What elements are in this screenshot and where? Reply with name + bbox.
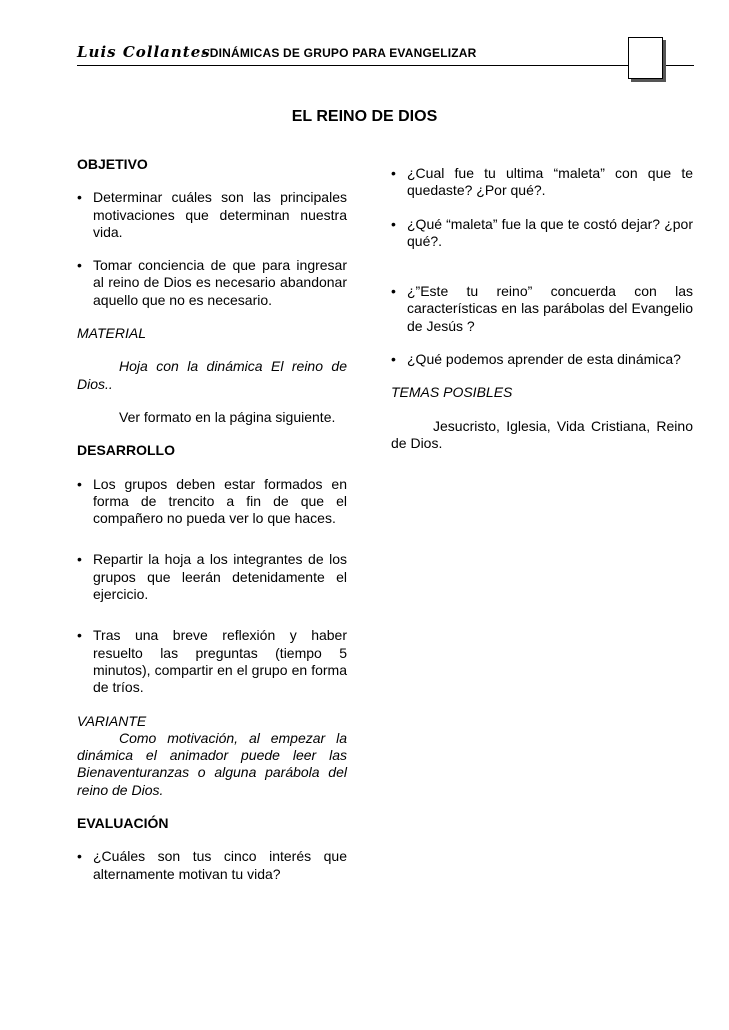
bullet-icon: •: [391, 351, 396, 368]
bullet-icon: •: [77, 627, 82, 644]
temas-paragraph: Jesucristo, Iglesia, Vida Cristiana, Reino de Dios.: [391, 417, 693, 451]
material-paragraph-2: Ver formato en la página siguiente.: [119, 408, 336, 425]
evaluacion-heading: EVALUACIÓN: [77, 815, 169, 832]
right-column: [391, 165, 693, 452]
material-paragraph-1: Hoja con la dinámica El reino de Dios..: [77, 358, 347, 392]
question-list: [391, 165, 693, 368]
bullet-icon: •: [77, 848, 82, 865]
bullet-icon: •: [391, 165, 396, 181]
material-heading: MATERIAL: [77, 325, 146, 342]
evaluacion-list: [77, 848, 347, 883]
list-item: • ¿Cual fue tu ultima “maleta” con que te quedaste? ¿Por qué?.: [391, 165, 693, 199]
bullet-icon: •: [391, 215, 396, 232]
list-item: • Los grupos deben estar formados en forma de trencito a fin de que el compañero no pueda ver lo que haces.: [77, 475, 347, 527]
list-item: • ¿Qué “maleta” fue la que te costó dejar? ¿por qué?.: [391, 215, 693, 249]
objetivo-list: [77, 189, 347, 309]
header-rule: [77, 65, 694, 66]
page-title: EL REINO DE DIOS: [291, 108, 438, 125]
bullet-icon: •: [77, 257, 82, 274]
document-series-title: - DINÁMICAS DE GRUPO PARA EVANGELIZAR: [202, 46, 477, 60]
left-column: [77, 156, 347, 883]
list-item: • ¿Cuáles son tus cinco interés que alternamente motivan tu vida?: [77, 848, 347, 882]
list-item: • ¿”Este tu reino” concuerda con las características en las parábolas del Evangelio de Jesús ?: [391, 283, 693, 334]
desarrollo-heading: DESARROLLO: [77, 442, 175, 459]
variante-heading: VARIANTE: [77, 712, 147, 729]
bullet-icon: •: [77, 551, 82, 568]
objetivo-heading: OBJETIVO: [77, 156, 148, 172]
variante-paragraph: Como motivación, al empezar la dinámica el animador puede leer las Bienaventuranzas o alguna parábola del reino de Dios.: [77, 729, 347, 798]
list-item: • Repartir la hoja a los integrantes de los grupos que leerán detenidamente el ejercicio.: [77, 551, 347, 603]
desarrollo-list: [77, 476, 347, 697]
list-item: • ¿Qué podemos aprender de esta dinámica?: [391, 351, 681, 368]
temas-heading: TEMAS POSIBLES: [391, 384, 513, 401]
bullet-icon: •: [77, 189, 82, 206]
list-item: • Tomar conciencia de que para ingresar al reino de Dios es necesario abandonar aquello que no es necesario.: [77, 257, 347, 308]
list-item: • Determinar cuáles son las principales motivaciones que determinan nuestra vida.: [77, 189, 347, 240]
bullet-icon: •: [77, 475, 82, 492]
list-item: • Tras una breve reflexión y haber resuelto las preguntas (tiempo 5 minutos), compartir en el grupo en forma de tríos.: [77, 627, 347, 696]
author-name: Luis Collantes: [77, 43, 211, 61]
header-page-box: [628, 37, 663, 79]
bullet-icon: •: [391, 283, 396, 300]
